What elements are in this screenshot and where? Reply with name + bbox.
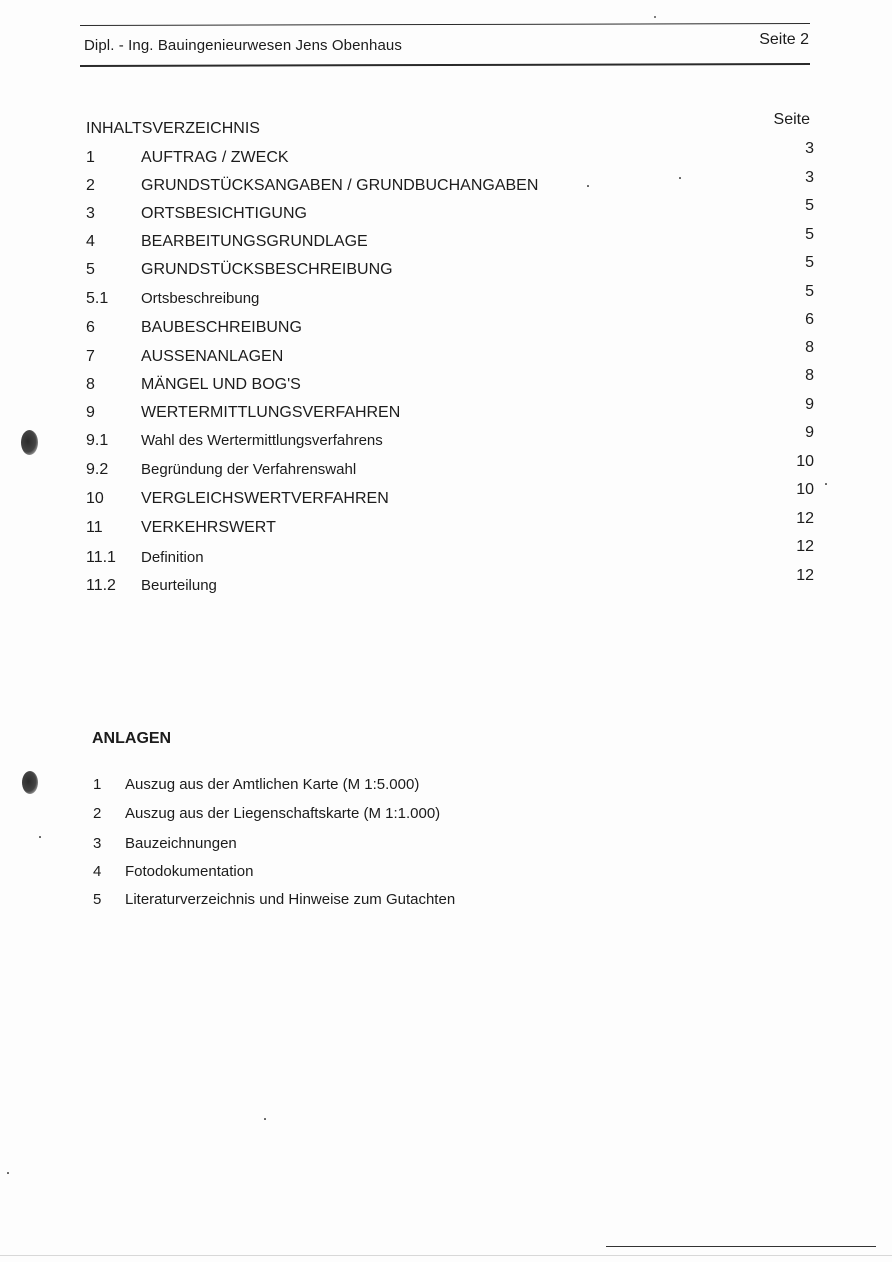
toc-entry-title: VERKEHRSWERT (141, 519, 276, 536)
toc-entry-number: 4 (86, 233, 95, 250)
scan-speck (679, 177, 681, 179)
toc-heading: INHALTSVERZEICHNIS (86, 120, 260, 137)
toc-page-number: 8 (805, 339, 814, 356)
toc-entry-number: 9.1 (86, 432, 109, 449)
toc-entry (86, 233, 606, 255)
toc-entry (86, 404, 606, 426)
toc-page-number: 5 (805, 197, 814, 214)
punch-hole-mark (22, 771, 38, 794)
toc-entry-title: AUSSENANLAGEN (141, 348, 284, 365)
toc-entry-title: Ortsbeschreibung (141, 290, 260, 307)
header-page-number: Seite 2 (759, 31, 809, 48)
toc-page-number: 9 (805, 396, 814, 413)
anlage-title: Auszug aus der Liegenschaftskarte (M 1:1.000) (125, 805, 441, 822)
toc-page-number: 10 (796, 453, 814, 470)
toc-entry-number: 1 (86, 149, 95, 166)
anlage-number: 4 (93, 863, 102, 880)
toc-entry (86, 577, 606, 599)
toc-entry-title: Definition (141, 549, 204, 566)
toc-entry-number: 2 (86, 177, 95, 194)
anlage-number: 5 (93, 891, 102, 908)
toc-entry (86, 490, 606, 512)
toc-page-number: 10 (796, 481, 814, 498)
toc-page-number: 9 (805, 424, 814, 441)
anlage-title: Fotodokumentation (125, 863, 254, 880)
toc-entry-number: 6 (86, 319, 95, 336)
toc-page-number: 3 (805, 140, 814, 157)
toc-entry-title: GRUNDSTÜCKSBESCHREIBUNG (141, 261, 393, 278)
toc-entry-title: ORTSBESICHTIGUNG (141, 205, 307, 222)
toc-entry-number: 9.2 (86, 461, 109, 478)
header-bottom-rule (80, 63, 810, 66)
toc-entry-number: 8 (86, 376, 95, 393)
anlage-item (93, 863, 543, 885)
anlage-title: Auszug aus der Amtlichen Karte (M 1:5.000) (125, 776, 420, 793)
toc-entry-number: 10 (86, 490, 104, 507)
toc-entry (86, 461, 606, 483)
toc-entry (86, 149, 606, 171)
toc-entry-title: AUFTRAG / ZWECK (141, 149, 289, 166)
scan-speck (7, 1172, 9, 1174)
toc-entry (86, 348, 606, 370)
scan-speck (264, 1118, 266, 1120)
anlage-item (93, 805, 543, 827)
toc-entry-number: 7 (86, 348, 95, 365)
toc-page-number: 5 (805, 283, 814, 300)
toc-page-number: 6 (805, 311, 814, 328)
toc-page-number: 3 (805, 169, 814, 186)
anlage-item (93, 835, 543, 857)
toc-entry-title: Beurteilung (141, 577, 217, 594)
toc-page-number: 5 (805, 254, 814, 271)
toc-entry-number: 11.1 (86, 549, 116, 566)
toc-entry-title: GRUNDSTÜCKSANGABEN / GRUNDBUCHANGABEN (141, 177, 539, 194)
anlage-title: Literaturverzeichnis und Hinweise zum Gutachten (125, 891, 456, 908)
footer-rule (606, 1246, 876, 1247)
toc-entry-number: 3 (86, 205, 95, 222)
toc-entry-number: 9 (86, 404, 95, 421)
anlagen-heading: ANLAGEN (92, 730, 172, 747)
toc-page-number: 5 (805, 226, 814, 243)
header-top-rule (80, 23, 810, 26)
toc-entry-title: WERTERMITTLUNGSVERFAHREN (141, 404, 401, 421)
anlage-number: 3 (93, 835, 102, 852)
toc-page-number: 12 (796, 538, 814, 555)
toc-entry (86, 519, 606, 541)
toc-entry-number: 5 (86, 261, 95, 278)
toc-entry (86, 319, 606, 341)
scan-speck (825, 483, 827, 485)
anlage-item (93, 776, 543, 798)
toc-entry-title: Begründung der Verfahrenswahl (141, 461, 357, 478)
toc-page-column-heading: Seite (773, 111, 810, 128)
toc-page-number: 12 (796, 510, 814, 527)
toc-entry (86, 177, 606, 199)
toc-entry-number: 5.1 (86, 290, 109, 307)
toc-entry (86, 261, 606, 283)
toc-page-number: 8 (805, 367, 814, 384)
toc-entry-title: BEARBEITUNGSGRUNDLAGE (141, 233, 368, 250)
toc-entry (86, 376, 606, 398)
toc-entry (86, 432, 606, 454)
toc-entry-title: VERGLEICHSWERTVERFAHREN (141, 490, 389, 507)
anlage-title: Bauzeichnungen (125, 835, 237, 852)
header-author: Dipl. - Ing. Bauingenieurwesen Jens Obenhaus (84, 37, 402, 54)
page-bottom-edge (0, 1255, 892, 1256)
toc-entry-number: 11.2 (86, 577, 116, 594)
scan-speck (654, 16, 656, 18)
toc-entry (86, 549, 606, 571)
anlage-item (93, 891, 543, 913)
toc-entry-title: BAUBESCHREIBUNG (141, 319, 302, 336)
scan-speck (39, 836, 41, 838)
anlage-number: 2 (93, 805, 102, 822)
punch-hole-mark (21, 430, 38, 455)
toc-entry-title: Wahl des Wertermittlungsverfahrens (141, 432, 383, 449)
scan-speck (587, 185, 589, 187)
toc-entry-title: MÄNGEL UND BOG'S (141, 376, 301, 393)
toc-entry (86, 290, 606, 312)
toc-page-number: 12 (796, 567, 814, 584)
toc-entry (86, 205, 606, 227)
toc-entry-number: 11 (86, 519, 103, 536)
anlage-number: 1 (93, 776, 102, 793)
